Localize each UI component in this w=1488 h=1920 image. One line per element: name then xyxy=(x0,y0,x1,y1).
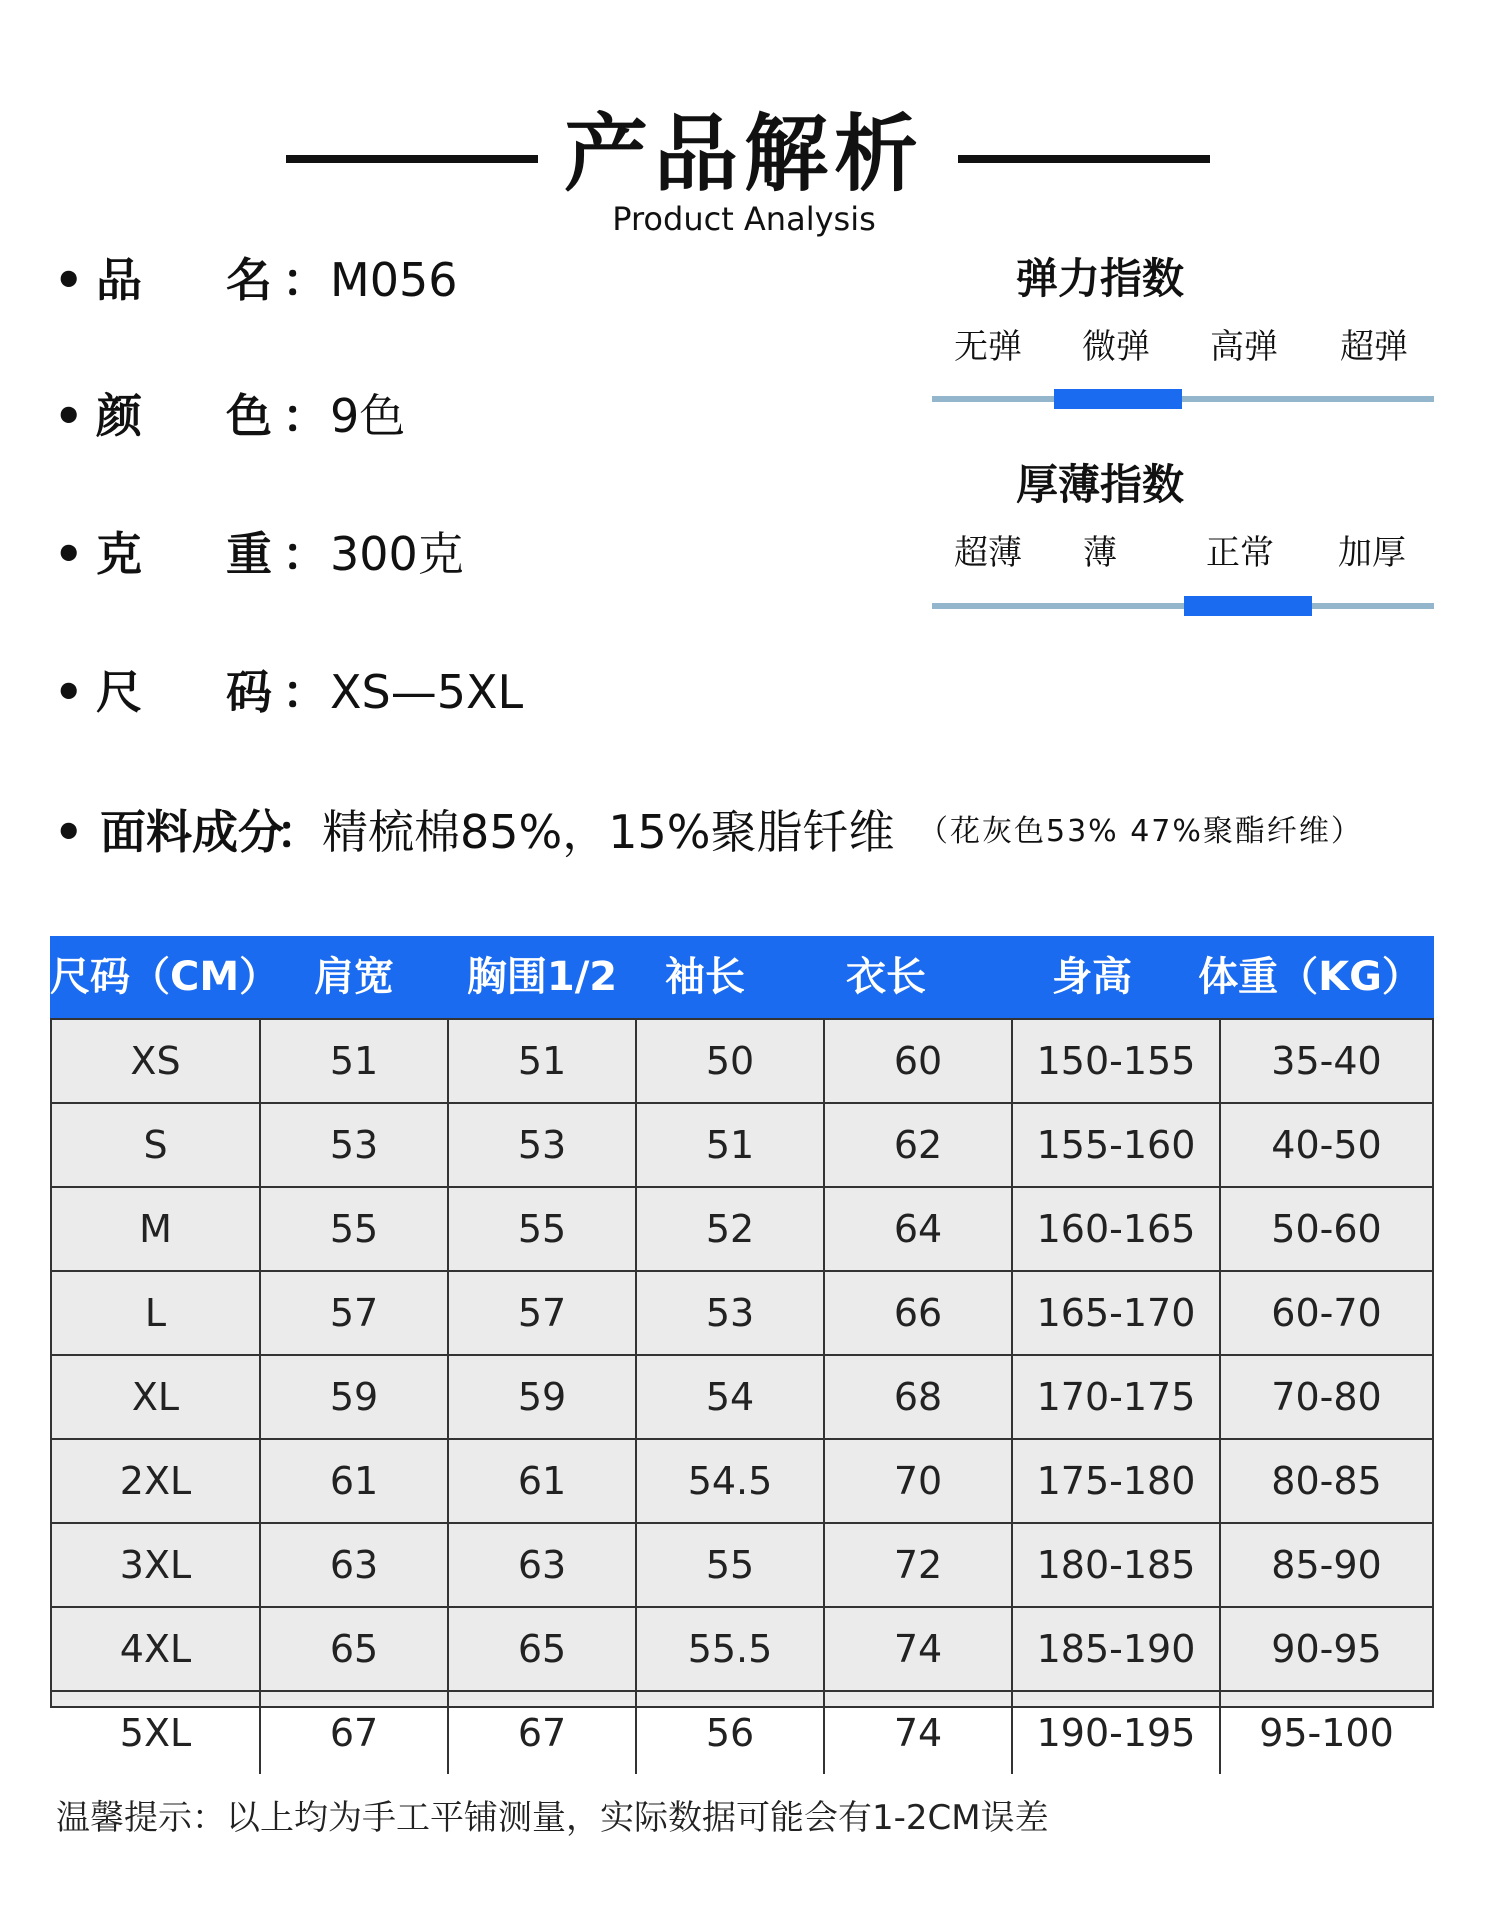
name-label-a: 品 xyxy=(96,253,142,307)
colon: ： xyxy=(282,527,328,581)
table-cell: 68 xyxy=(825,1356,1013,1438)
table-cell: 185-190 xyxy=(1013,1608,1221,1690)
table-cell: 57 xyxy=(449,1272,637,1354)
colon: ： xyxy=(282,389,328,443)
table-cell: 70 xyxy=(825,1440,1013,1522)
table-cell: 59 xyxy=(449,1356,637,1438)
table-cell: 180-185 xyxy=(1013,1524,1221,1606)
column-header: 尺码（CM） xyxy=(50,954,280,1000)
fabric-label: 面料成分 xyxy=(100,805,284,859)
table-cell: XL xyxy=(52,1356,261,1438)
table-cell: 50 xyxy=(637,1020,825,1102)
elasticity-option: 微弹 xyxy=(1082,327,1150,367)
table-row xyxy=(52,1524,1432,1608)
table-cell: 170-175 xyxy=(1013,1356,1221,1438)
table-cell: 55.5 xyxy=(637,1608,825,1690)
colon: ： xyxy=(276,805,322,859)
thickness-option: 正常 xyxy=(1206,533,1274,573)
table-cell: 55 xyxy=(637,1524,825,1606)
thickness-indicator xyxy=(1184,596,1312,616)
table-row xyxy=(52,1104,1432,1188)
bullet: • xyxy=(54,389,84,443)
column-header: 肩宽 xyxy=(314,954,394,1000)
size-label-b: 码 xyxy=(226,665,272,719)
table-row xyxy=(52,1356,1432,1440)
fabric-value: 精梳棉85%，15%聚脂钎维 xyxy=(322,805,895,859)
table-cell: S xyxy=(52,1104,261,1186)
table-cell: 50-60 xyxy=(1271,1207,1382,1251)
elasticity-option: 高弹 xyxy=(1210,327,1278,367)
column-header: 身高 xyxy=(1052,954,1132,1000)
table-cell: 3XL xyxy=(52,1524,261,1606)
table-cell: 66 xyxy=(825,1272,1013,1354)
table-cell: 155-160 xyxy=(1013,1104,1221,1186)
table-cell: XS xyxy=(52,1020,261,1102)
table-cell: 35-40 xyxy=(1271,1039,1382,1083)
table-cell: 54 xyxy=(637,1356,825,1438)
table-row xyxy=(52,1692,1432,1774)
table-cell: 53 xyxy=(637,1272,825,1354)
elasticity-track xyxy=(932,396,1434,402)
colon: ： xyxy=(282,253,328,307)
bullet: • xyxy=(54,253,84,307)
table-cell: 85-90 xyxy=(1271,1543,1382,1587)
bullet: • xyxy=(54,665,84,719)
table-cell: 72 xyxy=(825,1524,1013,1606)
elasticity-title: 弹力指数 xyxy=(1015,254,1184,303)
table-cell: 165-170 xyxy=(1013,1272,1221,1354)
table-cell: 63 xyxy=(449,1524,637,1606)
page-title: 产品解析 xyxy=(563,105,924,203)
table-cell: 53 xyxy=(261,1104,449,1186)
table-cell: 61 xyxy=(261,1440,449,1522)
weight-label-a: 克 xyxy=(96,527,142,581)
thickness-track xyxy=(932,603,1434,609)
thickness-option: 超薄 xyxy=(954,533,1022,573)
table-cell: 52 xyxy=(637,1188,825,1270)
table-cell: 175-180 xyxy=(1013,1440,1221,1522)
table-cell: 160-165 xyxy=(1013,1188,1221,1270)
fabric-note: （花灰色53% 47%聚酯纤维） xyxy=(918,814,1363,849)
table-cell: 90-95 xyxy=(1271,1627,1382,1671)
table-cell: L xyxy=(52,1272,261,1354)
table-cell: 70-80 xyxy=(1271,1375,1382,1419)
table-cell: 62 xyxy=(825,1104,1013,1186)
table-cell: 65 xyxy=(261,1608,449,1690)
name-value: M056 xyxy=(330,253,458,307)
table-cell: 59 xyxy=(261,1356,449,1438)
column-header: 胸围1/2 xyxy=(466,954,618,1000)
table-cell: 51 xyxy=(261,1020,449,1102)
table-cell: 53 xyxy=(449,1104,637,1186)
thickness-option: 加厚 xyxy=(1338,533,1406,573)
column-header: 衣长 xyxy=(846,954,926,1000)
table-cell: 60-70 xyxy=(1271,1291,1382,1335)
table-cell: 95-100 xyxy=(1259,1711,1394,1755)
table-cell: 56 xyxy=(637,1692,825,1774)
table-row xyxy=(52,1020,1432,1104)
thickness-title: 厚薄指数 xyxy=(1015,460,1184,509)
table-cell: 65 xyxy=(449,1608,637,1690)
table-header xyxy=(50,936,1434,1018)
table-row xyxy=(52,1272,1432,1356)
name-label-b: 名 xyxy=(226,253,272,307)
bullet: • xyxy=(54,805,84,859)
table-cell: 63 xyxy=(261,1524,449,1606)
size-value: XS—5XL xyxy=(330,665,524,719)
color-value: 9色 xyxy=(330,389,406,443)
measurement-note: 温馨提示：以上均为手工平铺测量，实际数据可能会有1-2CM误差 xyxy=(56,1798,1049,1838)
table-cell: M xyxy=(52,1188,261,1270)
table-cell: 150-155 xyxy=(1013,1020,1221,1102)
table-cell: 74 xyxy=(825,1608,1013,1690)
color-label-b: 色 xyxy=(226,389,272,443)
thickness-option: 薄 xyxy=(1083,533,1117,573)
table-cell: 5XL xyxy=(52,1692,261,1774)
size-label-a: 尺 xyxy=(96,665,142,719)
table-row xyxy=(52,1188,1432,1272)
table-cell: 80-85 xyxy=(1271,1459,1382,1503)
colon: ： xyxy=(282,665,328,719)
table-row xyxy=(52,1608,1432,1692)
table-cell: 190-195 xyxy=(1013,1692,1221,1774)
elasticity-option: 无弹 xyxy=(954,327,1022,367)
table-cell: 4XL xyxy=(52,1608,261,1690)
table-cell: 54.5 xyxy=(637,1440,825,1522)
table-cell: 67 xyxy=(449,1692,637,1774)
table-cell: 57 xyxy=(261,1272,449,1354)
table-cell: 2XL xyxy=(52,1440,261,1522)
table-cell: 61 xyxy=(449,1440,637,1522)
bullet: • xyxy=(54,527,84,581)
table-cell: 64 xyxy=(825,1188,1013,1270)
elasticity-indicator xyxy=(1054,389,1182,409)
column-header: 体重（KG） xyxy=(1198,954,1422,1000)
table-cell: 55 xyxy=(261,1188,449,1270)
table-cell: 51 xyxy=(449,1020,637,1102)
table-cell: 60 xyxy=(825,1020,1013,1102)
elasticity-option: 超弹 xyxy=(1340,327,1408,367)
column-header: 袖长 xyxy=(665,954,745,1000)
table-row xyxy=(52,1440,1432,1524)
table-cell: 67 xyxy=(261,1692,449,1774)
weight-value: 300克 xyxy=(330,527,464,581)
table-cell: 51 xyxy=(637,1104,825,1186)
page-subtitle: Product Analysis xyxy=(612,200,876,238)
table-cell: 55 xyxy=(449,1188,637,1270)
table-body xyxy=(50,1018,1434,1755)
weight-label-b: 重 xyxy=(226,527,272,581)
color-label-a: 颜 xyxy=(96,389,142,443)
table-cell: 74 xyxy=(825,1692,1013,1774)
table-cell: 40-50 xyxy=(1271,1123,1382,1167)
